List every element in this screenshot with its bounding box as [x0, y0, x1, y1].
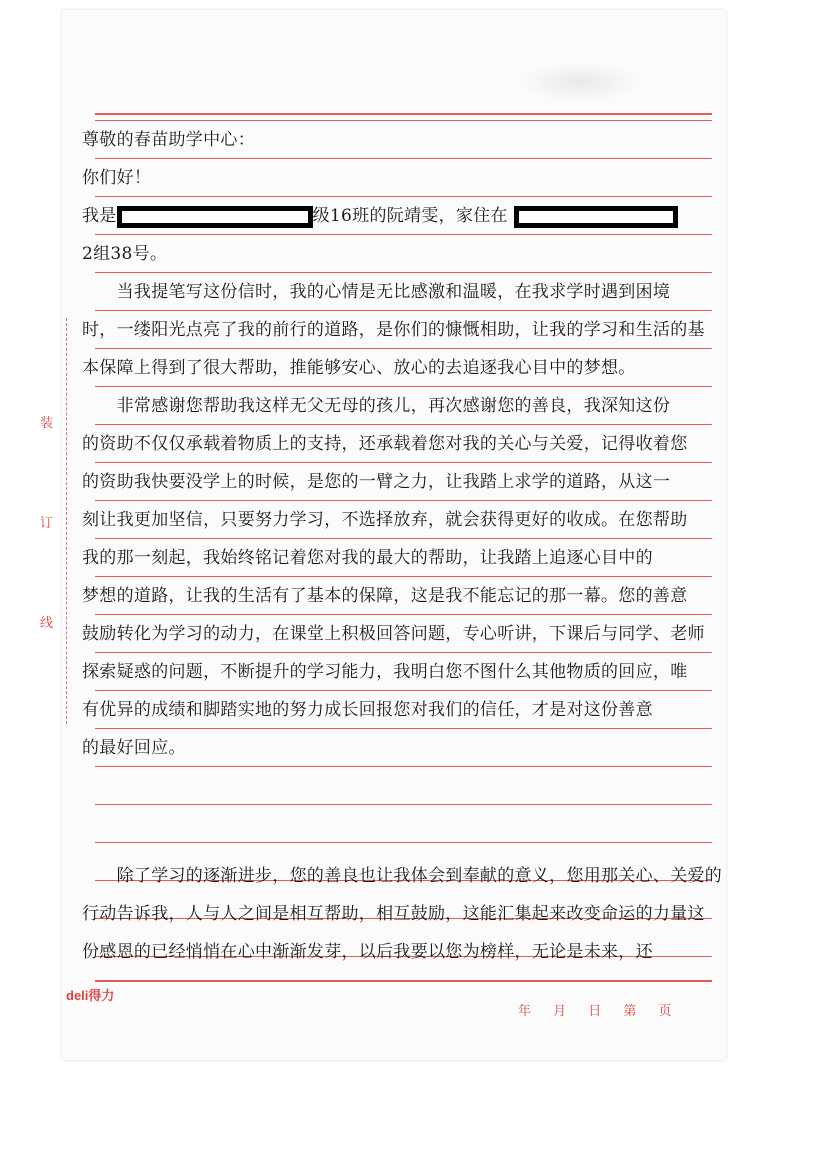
ruled-line — [95, 690, 712, 691]
ruled-line — [95, 272, 712, 273]
ruled-line — [95, 424, 712, 425]
ruled-line — [95, 348, 712, 349]
binding-label-xian: 线 — [40, 616, 54, 631]
letter-line: 非常感谢您帮助我这样无父无母的孩儿，再次感谢您的善良，我深知这份 — [82, 396, 671, 416]
ruled-line — [95, 310, 712, 311]
ruled-line — [95, 158, 712, 159]
letter-line: 的最好回应。 — [82, 738, 186, 758]
ruled-line — [95, 728, 712, 729]
date-page-label: 年 月 日 第 页 — [518, 1004, 672, 1019]
letter-line: 时，一缕阳光点亮了我的前行的道路，是你们的慷慨相助，让我的学习和生活的基 — [82, 320, 705, 340]
redaction-box — [117, 206, 313, 228]
intro-line — [82, 201, 717, 228]
brand-logo: deli得力 — [66, 988, 115, 1003]
ruled-line — [95, 234, 712, 235]
letter-line: 探索疑惑的问题，不断提升的学习能力，我明白您不图什么其他物质的回应，唯 — [82, 662, 688, 682]
letter-line: 份感恩的已经悄悄在心中渐渐发芽，以后我要以您为榜样，无论是未来，还 — [82, 942, 653, 962]
ruled-line-bottom — [95, 980, 712, 982]
ruled-line — [95, 576, 712, 577]
ruled-line-top — [95, 113, 712, 115]
ruled-line — [95, 386, 712, 387]
binding-dashed-line — [66, 318, 67, 724]
ruled-line — [95, 120, 712, 121]
letter-line: 行动告诉我，人与人之间是相互帮助，相互鼓励，这能汇集起来改变命运的力量这 — [82, 904, 705, 924]
ruled-line — [95, 766, 712, 767]
ruled-line — [95, 804, 712, 805]
intro-mid: 级16班的阮靖雯，家住在 — [312, 206, 508, 226]
ruled-line — [95, 842, 712, 843]
binding-label-zhuang: 装 — [40, 416, 54, 431]
ruled-line — [95, 538, 712, 539]
letter-line: 除了学习的逐渐进步，您的善良也让我体会到奉献的意义，您用那关心、关爱的 — [82, 866, 723, 886]
letter-line: 鼓励转化为学习的动力，在课堂上积极回答问题，专心听讲，下课后与同学、老师 — [82, 624, 705, 644]
ruled-line — [95, 652, 712, 653]
ruled-line — [95, 614, 712, 615]
salutation: 尊敬的春苗助学中心： — [82, 130, 255, 150]
ruled-line — [95, 462, 712, 463]
letter-line: 本保障上得到了很大帮助，推能够安心、放心的去追逐我心目中的梦想。 — [82, 358, 636, 378]
letter-line: 的资助不仅仅承载着物质上的支持，还承载着您对我的关心与关爱，记得收着您 — [82, 434, 688, 454]
intro-prefix: 我是 — [82, 206, 117, 226]
binding-label-ding: 订 — [40, 516, 54, 531]
letter-line: 梦想的道路，让我的生活有了基本的保障，这是我不能忘记的那一幕。您的善意 — [82, 586, 688, 606]
letter-line: 当我提笔写这份信时，我的心情是无比感激和温暖，在我求学时遇到困境 — [82, 282, 671, 302]
letter-line: 有优异的成绩和脚踏实地的努力成长回报您对我们的信任，才是对这份善意 — [82, 700, 653, 720]
ruled-line — [95, 196, 712, 197]
greeting: 你们好！ — [82, 168, 152, 188]
letter-line: 刻让我更加坚信，只要努力学习，不选择放弃，就会获得更好的收成。在您帮助 — [82, 510, 688, 530]
paper-stain — [520, 62, 640, 102]
letter-line: 的资助我快要没学上的时候，是您的一臂之力，让我踏上求学的道路，从这一 — [82, 472, 671, 492]
redaction-box — [514, 206, 678, 228]
letter-line: 我的那一刻起，我始终铭记着您对我的最大的帮助，让我踏上追逐心目中的 — [82, 548, 653, 568]
ruled-line — [95, 500, 712, 501]
address-line: 2组38号。 — [82, 244, 168, 264]
